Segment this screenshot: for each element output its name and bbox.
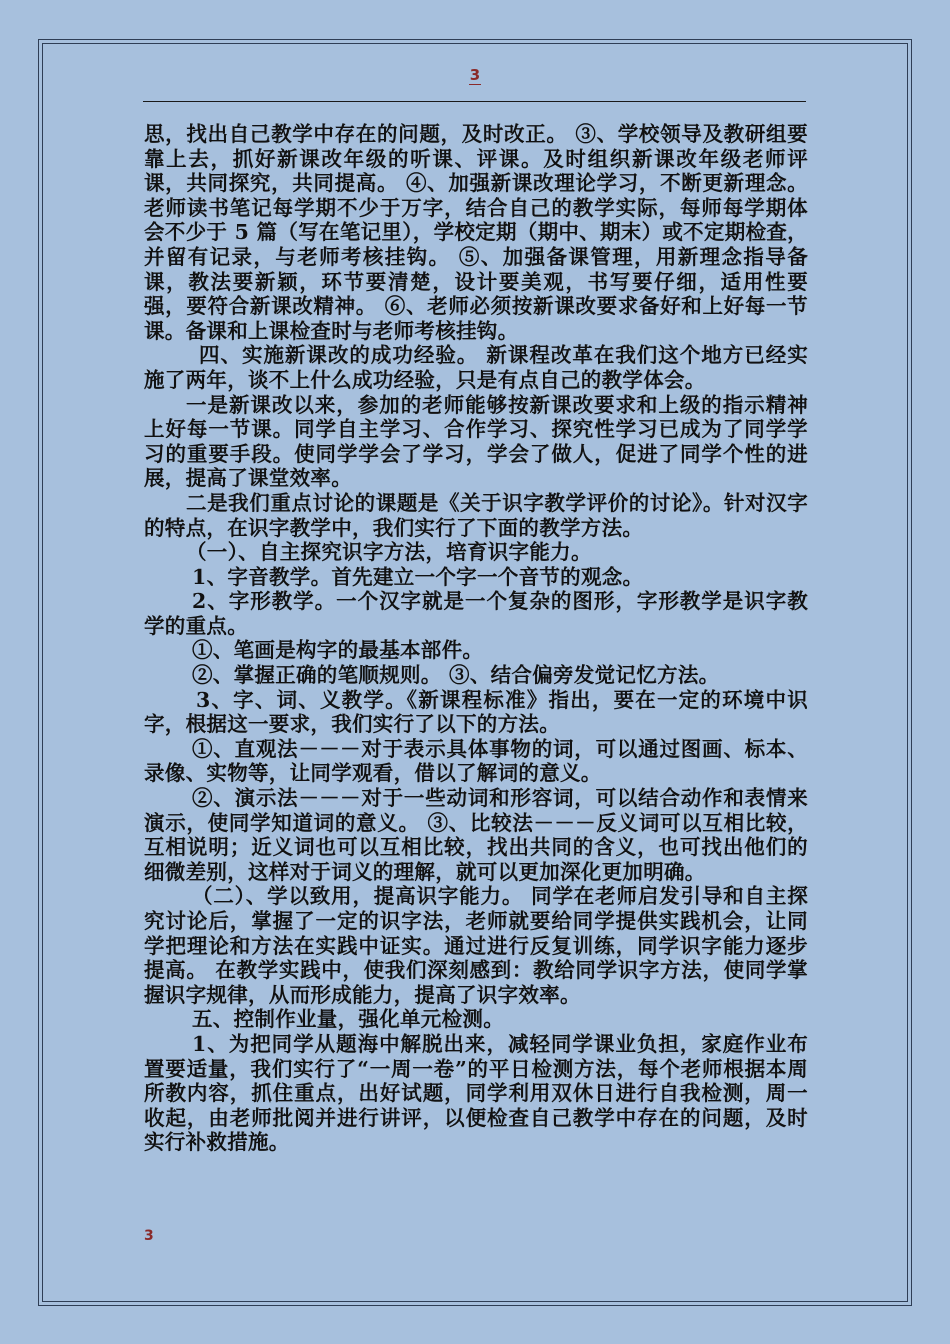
paragraph: 二是我们重点讨论的课题是《关于识字教学评价的讨论》。针对汉字的特点，在识字教学中，我们实行了下面的教学方法。 [144, 490, 808, 540]
header-page-number [0, 66, 950, 84]
paragraph: 1、字音教学。首先建立一个字一个音节的观念。 [192, 564, 644, 589]
paragraph: 2、字形教学。一个汉字就是一个复杂的图形，字形教学是识字教学的重点。 [144, 589, 808, 638]
header-page-number-text: 3 [469, 66, 481, 84]
paragraph: 四、实施新课改的成功经验。 新课程改革在我们这个地方已经实施了两年，谈不上什么成功经验，只是有点自己的教学体会。 [144, 343, 808, 392]
paragraph: 一是新课改以来，参加的老师能够按新课改要求和上级的指示精神上好每一节课。同学自主学习、合作学习、探究性学习已成为了同学学习的重要手段。使同学学会了学习，学会了做人，促进了同学个性的进展，提高了课堂效率。 [144, 392, 808, 491]
paragraph: 思，找出自己教学中存在的问题，及时改正。 ③、学校领导及教研组要靠上去，抓好新课改年级的听课、评课。及时组织新课改年级老师评课，共同探究，共同提高。 ④、加强新课改理论学习，不断更新理念。老师读书笔记每学期不少于万字，结合自己的教学实际，每师每学期体会不少于 5 篇（写在笔记里），学校定期（期中、期末）或不定期检查，并留有记录，与老师考核挂钩。 ⑤、加强备课管理，用新理念指导备课，教法要新颖，环节要清楚，设计要美观，书写要仔细，适用性要强，要符合新课改精神。 ⑥、老师必须按新课改要求备好和上好每一节课。备课和上课检查时与老师考核挂钩。 [144, 122, 808, 343]
document-body [144, 122, 808, 1155]
paragraph: ②、演示法－－－对于一些动词和形容词，可以结合动作和表情来演示，使同学知道词的意义。 ③、比较法－－－反义词可以互相比较，互相说明；近义词也可以互相比较，找出共同的含义，也可找出他们的细微差别，这样对于词义的理解，就可以更加深化更加明确。 [144, 786, 808, 884]
paragraph: （一）、自主探究识字方法，培育识字能力。 [186, 540, 592, 565]
paragraph: 3、字、词、义教学。《新课程标准》指出，要在一定的环境中识字，根据这一要求，我们实行了以下的方法。 [144, 687, 808, 737]
footer-page-number: 3 [144, 1228, 154, 1244]
paragraph: （二）、学以致用，提高识字能力。 同学在老师启发引导和自主探究讨论后，掌握了一定的识字法，老师就要给同学提供实践机会，让同学把理论和方法在实践中证实。通过进行反复训练，同学识字能力逐步提高。 在教学实践中，使我们深刻感到：教给同学识字方法，使同学掌握识字规律，从而形成能力，提高了识字效率。 [144, 884, 808, 1007]
paragraph: ①、直观法－－－对于表示具体事物的词，可以通过图画、标本、录像、实物等，让同学观看，借以了解词的意义。 [144, 736, 808, 786]
paragraph: 1、为把同学从题海中解脱出来，减轻同学课业负担，家庭作业布置要适量，我们实行了“一周一卷”的平日检测方法，每个老师根据本周所教内容，抓住重点，出好试题，同学利用双休日进行自我检测，周一收起，由老师批阅并进行讲评，以便检查自己教学中存在的问题，及时实行补救措施。 [144, 1031, 808, 1155]
paragraph: ①、笔画是构字的最基本部件。 [192, 638, 484, 663]
paragraph: ②、掌握正确的笔顺规则。 ③、结合偏旁发觉记忆方法。 [192, 663, 720, 688]
header-rule [143, 101, 806, 102]
paragraph: 五、控制作业量，强化单元检测。 [192, 1007, 504, 1032]
